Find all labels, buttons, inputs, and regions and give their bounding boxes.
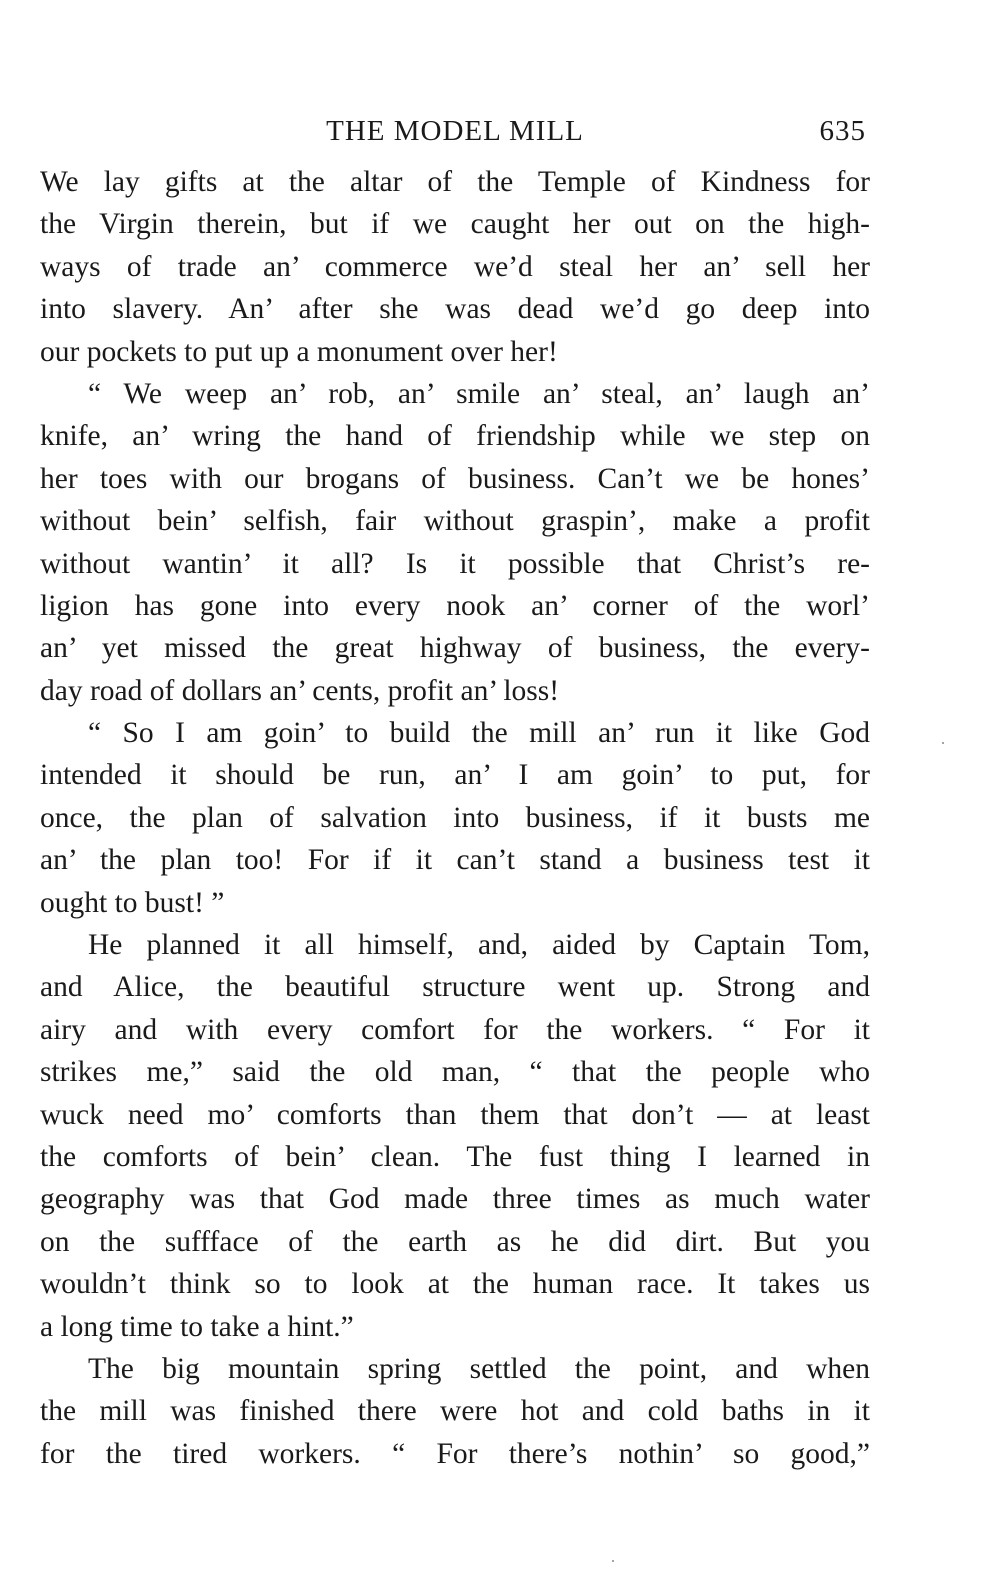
page-number: 635: [819, 115, 866, 147]
text-line: for the tired workers. “ For there’s nothin’ so good,”: [40, 1437, 870, 1470]
text-line: without bein’ selfish, fair without graspin’, make a profit: [40, 505, 870, 538]
text-line: “ We weep an’ rob, an’ smile an’ steal, an’ laugh an’: [88, 377, 870, 410]
text-line: the Virgin therein, but if we caught her out on the high-: [40, 208, 870, 241]
text-line: once, the plan of salvation into business, if it busts me: [40, 801, 870, 834]
text-line: into slavery. An’ after she was dead we’d go deep into: [40, 293, 870, 326]
text-line: “ So I am goin’ to build the mill an’ run it like God: [88, 717, 870, 750]
body-text: [40, 161, 870, 1475]
text-line: an’ yet missed the great highway of business, the every-: [40, 632, 870, 665]
text-line: her toes with our brogans of business. Can’t we be hones’: [40, 462, 870, 495]
running-title: THE MODEL MILL: [326, 115, 584, 147]
text-line: our pockets to put up a monument over her!: [40, 335, 558, 368]
text-line: strikes me,” said the old man, “ that the people who: [40, 1056, 870, 1089]
scan-speck: [942, 742, 944, 744]
text-line: a long time to take a hint.”: [40, 1310, 354, 1343]
text-line: and Alice, the beautiful structure went up. Strong and: [40, 971, 870, 1004]
text-line: intended it should be run, an’ I am goin’ to put, for: [40, 759, 870, 792]
text-line: wouldn’t think so to look at the human race. It takes us: [40, 1268, 870, 1301]
text-line: without wantin’ it all? Is it possible that Christ’s re-: [40, 547, 870, 580]
text-line: day road of dollars an’ cents, profit an’ loss!: [40, 674, 560, 707]
text-line: ways of trade an’ commerce we’d steal her an’ sell her: [40, 250, 870, 283]
text-line: on the suffface of the earth as he did dirt. But you: [40, 1225, 870, 1258]
text-line: geography was that God made three times as much water: [40, 1183, 870, 1216]
text-line: ligion has gone into every nook an’ corner of the worl’: [40, 589, 870, 622]
text-line: the mill was finished there were hot and cold baths in it: [40, 1395, 870, 1428]
text-line: He planned it all himself, and, aided by Captain Tom,: [88, 929, 870, 962]
scan-speck: [612, 1560, 614, 1562]
text-line: ought to bust! ”: [40, 886, 225, 919]
text-line: We lay gifts at the altar of the Temple of Kindness for: [40, 166, 870, 198]
text-line: The big mountain spring settled the point, and when: [88, 1352, 870, 1385]
text-line: airy and with every comfort for the workers. “ For it: [40, 1013, 870, 1046]
running-head: [40, 105, 870, 161]
text-line: wuck need mo’ comforts than them that don’t — at least: [40, 1098, 870, 1131]
text-line: the comforts of bein’ clean. The fust thing I learned in: [40, 1140, 870, 1173]
text-line: knife, an’ wring the hand of friendship while we step on: [40, 420, 870, 453]
text-line: an’ the plan too! For if it can’t stand a business test it: [40, 844, 870, 877]
book-page: [40, 105, 870, 1475]
